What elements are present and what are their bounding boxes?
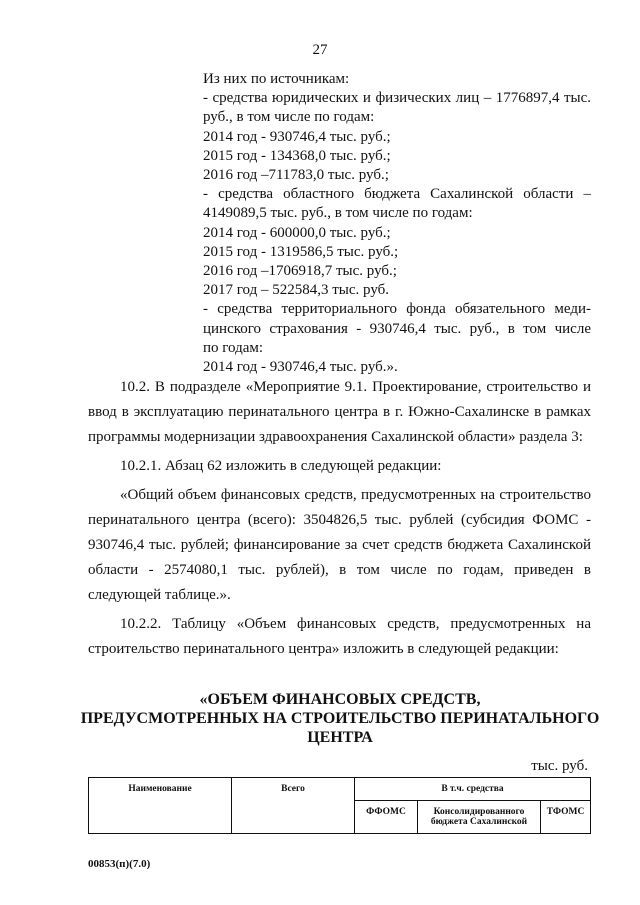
- header-ffoms: ФФОМС: [355, 801, 418, 834]
- sources-line: 2016 год –1706918,7 тыс. руб.;: [203, 263, 397, 280]
- sources-line: по годам:: [203, 339, 264, 356]
- sources-line: 2014 год - 930746,4 тыс. руб.».: [203, 359, 398, 376]
- unit-label: тыс. руб.: [531, 758, 588, 774]
- paragraph-quote: «Общий объем финансовых средств, предусмотренных на строительство перинатального центра (всего): 3504826,5 тыс. рублей (субсидия ФОМС - 930746,4 тыс. рублей; финансирование за счет средств бюджета Сахалинской области - 2574080,1 тыс. рублей), в том числе по годам, приведен в следующей таблице.».: [88, 487, 591, 603]
- sources-line: руб., в том числе по годам:: [203, 109, 375, 126]
- page-number: 27: [312, 42, 328, 58]
- sources-line: 2017 год – 522584,3 тыс. руб.: [203, 282, 390, 299]
- table-header-row: [89, 778, 591, 801]
- sources-line: Из них по источникам:: [203, 71, 350, 87]
- paragraph-10-2: 10.2. В подразделе «Мероприятие 9.1. Проектирование, строительство и ввод в эксплуатацию перинатального центра в г. Южно-Сахалинске в рамках программы модернизации здравоохранения Сахалинской области» раздела 3:: [88, 379, 591, 445]
- funding-table: [88, 777, 591, 834]
- paragraph-10-2-1: 10.2.1. Абзац 62 изложить в следующей редакции:: [120, 458, 442, 474]
- sources-line: 4149089,5 тыс. руб., в том числе по годам:: [203, 205, 473, 222]
- table-title-line: ПРЕДУСМОТРЕННЫХ НА СТРОИТЕЛЬСТВО ПЕРИНАТАЛЬНОГО: [80, 710, 600, 727]
- funding-sources-block: [203, 70, 591, 377]
- sources-line: цинского страхования - 930746,4 тыс. руб., в том числе: [203, 320, 591, 337]
- header-total: Всего: [232, 778, 355, 834]
- table-title: [60, 690, 620, 747]
- header-including: В т.ч. средства: [355, 778, 591, 801]
- table-title-line: ЦЕНТРА: [307, 729, 373, 746]
- sources-line: - средства областного бюджета Сахалинской области –: [203, 186, 591, 203]
- header-name: Наименование: [89, 778, 232, 834]
- sources-line: - средства территориального фонда обязательного меди-: [203, 301, 591, 318]
- sources-line: 2015 год - 1319586,5 тыс. руб.;: [203, 243, 399, 260]
- paragraph-10-2-2: 10.2.2. Таблицу «Объем финансовых средств, предусмотренных на строительство перинатального центра» изложить в следующей редакции:: [88, 616, 591, 657]
- sources-line: 2014 год - 930746,4 тыс. руб.;: [203, 128, 391, 145]
- document-code: 00853(п)(7.0): [88, 858, 151, 870]
- sources-line: 2014 год - 600000,0 тыс. руб.;: [203, 224, 391, 241]
- sources-line: - средства юридических и физических лиц – 1776897,4 тыс.: [203, 90, 591, 107]
- header-budget: Консолидированного бюджета Сахалинской: [418, 801, 541, 834]
- table-title-line: «ОБЪЕМ ФИНАНСОВЫХ СРЕДСТВ,: [199, 691, 481, 708]
- header-tfoms: ТФОМС: [541, 801, 591, 834]
- body-text: [88, 375, 591, 662]
- sources-line: 2015 год - 134368,0 тыс. руб.;: [203, 147, 391, 164]
- sources-line: 2016 год –711783,0 тыс. руб.;: [203, 167, 389, 184]
